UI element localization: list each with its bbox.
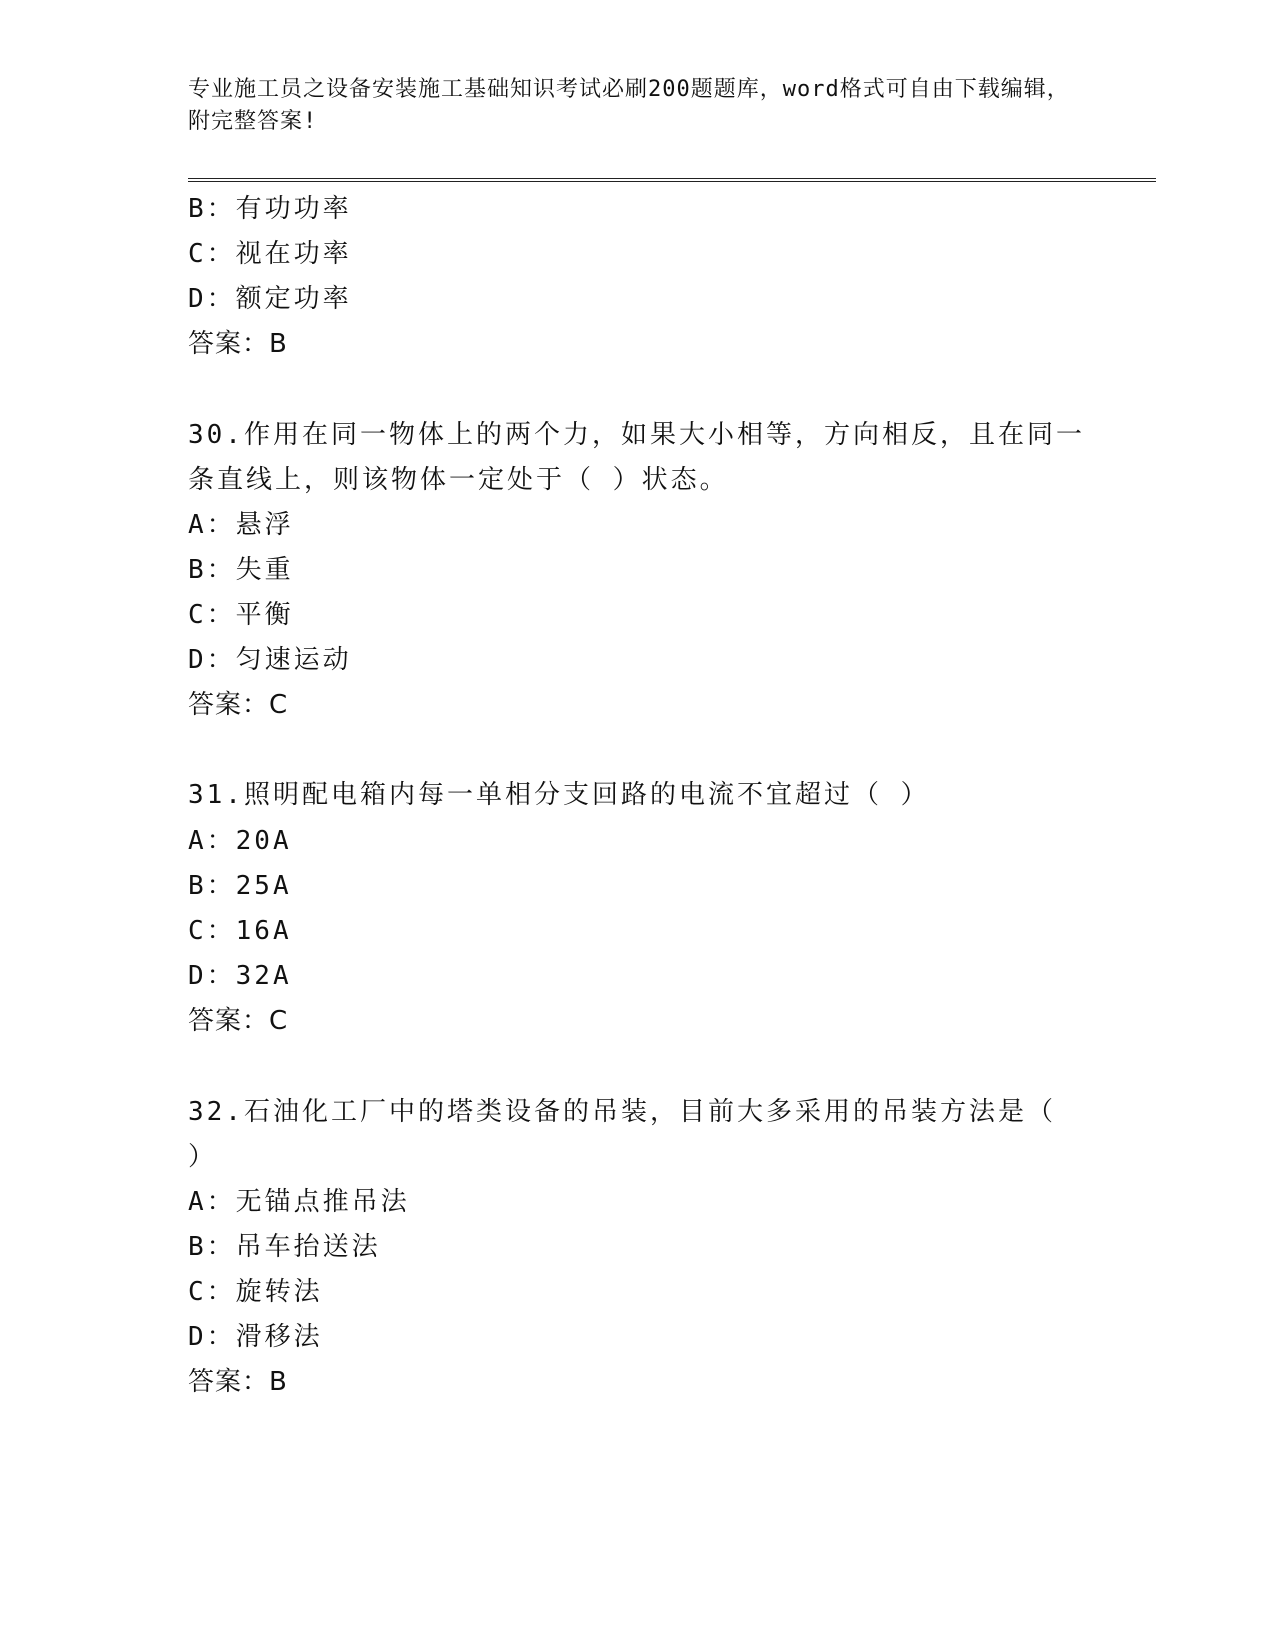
q31-option-d: D：32A: [188, 961, 292, 991]
q30-text-line2: 条直线上，则该物体一定处于（ ）状态。: [188, 465, 729, 495]
q32-answer: 答案：B: [188, 1367, 288, 1397]
q32-option-b: B：吊车抬送法: [188, 1232, 381, 1262]
header-divider: [188, 178, 1156, 182]
q32-option-c: C：旋转法: [188, 1277, 323, 1307]
q32-text-line2: ）: [188, 1142, 218, 1172]
q30-option-b: B：失重: [188, 555, 294, 585]
q31-option-b: B：25A: [188, 871, 292, 901]
q32-text-line1: 32.石油化工厂中的塔类设备的吊装，目前大多采用的吊装方法是（: [188, 1097, 1056, 1127]
q31-option-c: C：16A: [188, 916, 292, 946]
q29-option-b: B：有功功率: [188, 194, 352, 224]
q29-option-c: C：视在功率: [188, 239, 352, 269]
q30-option-c: C：平衡: [188, 600, 294, 630]
q29-option-d: D：额定功率: [188, 284, 352, 314]
q29-answer: 答案：B: [188, 329, 288, 359]
document-header: 专业施工员之设备安装施工基础知识考试必刷200题题库，word格式可自由下载编辑，附完整答案!: [188, 77, 1070, 134]
q31-option-a: A：20A: [188, 826, 292, 856]
q31-text-line1: 31.照明配电箱内每一单相分支回路的电流不宜超过（ ）: [188, 780, 930, 810]
q32-option-a: A：无锚点推吊法: [188, 1187, 410, 1217]
q31-answer: 答案：C: [188, 1006, 289, 1036]
q32-option-d: D：滑移法: [188, 1322, 323, 1352]
q30-answer: 答案：C: [188, 690, 289, 720]
q30-text-line1: 30.作用在同一物体上的两个力，如果大小相等，方向相反，且在同一: [188, 420, 1085, 450]
q30-option-a: A：悬浮: [188, 510, 294, 540]
q30-option-d: D：匀速运动: [188, 645, 352, 675]
